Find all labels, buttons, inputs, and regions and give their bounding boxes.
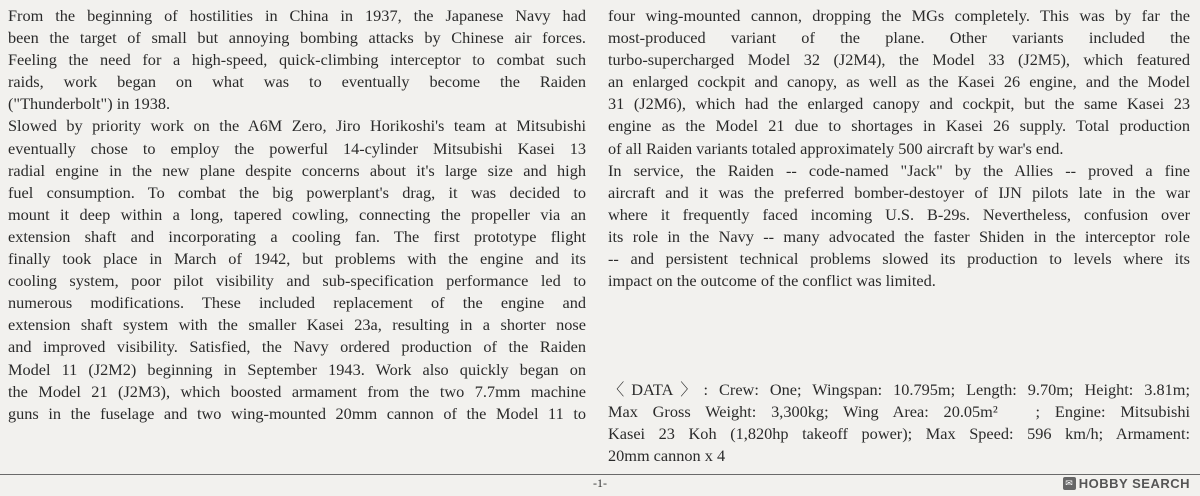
text-line: eventually chose to employ the powerful 14-cylinder Mitsubishi Kasei 13 xyxy=(8,138,586,158)
page-number: -1- xyxy=(593,476,607,490)
text-line: of all Raiden variants totaled approximately 500 aircraft by war's end. xyxy=(608,138,1064,158)
development-paragraph xyxy=(8,115,586,424)
text-line: an enlarged cockpit and canopy, as well as the Kasei 26 engine, and the Model xyxy=(608,72,1190,92)
variants-paragraph xyxy=(608,5,1190,160)
text-line: aircraft and it was the preferred bomber-destoyer of IJN pilots late in the war xyxy=(608,182,1190,202)
text-line: Model 11 (J2M2) beginning in September 1943. Work also quickly began on xyxy=(8,359,586,379)
spec-line: Kasei 23 Koh (1,820hp takeoff power); Max Speed: 596 km/h; Armament: xyxy=(608,424,1190,444)
text-line: From the beginning of hostilities in China in 1937, the Japanese Navy had xyxy=(8,6,586,25)
text-line: cooling system, poor pilot visibility and sub-specification performance led to xyxy=(8,271,586,291)
text-line: Feeling the need for a high-speed, quick-climbing interceptor to combat such xyxy=(8,50,586,70)
text-line: raids, work began on what was to eventually become the Raiden xyxy=(8,72,586,92)
text-line: mount it deep within a long, tapered cowling, connecting the propeller via an xyxy=(8,204,586,224)
text-line: In service, the Raiden -- code-named "Jack" by the Allies -- proved a fine xyxy=(608,160,1190,180)
text-line: 31 (J2M6), which had the enlarged canopy and cockpit, but the same Kasei 23 xyxy=(608,94,1190,114)
text-line: most-produced variant of the plane. Other variants included the xyxy=(608,28,1190,48)
watermark-logo xyxy=(1063,476,1190,491)
text-line: four wing-mounted cannon, dropping the MGs completely. This was by far the xyxy=(608,6,1190,25)
text-line: radial engine in the new plane despite concerns about it's large size and high xyxy=(8,160,586,180)
text-line: extension shaft and incorporating a cooling fan. The first prototype flight xyxy=(8,226,586,246)
hobby-search-icon: ✉ xyxy=(1063,477,1076,490)
text-line: guns in the fuselage and two wing-mounted 20mm cannon of the Model 11 to xyxy=(8,403,586,423)
right-text-column xyxy=(608,5,1190,292)
text-line: impact on the outcome of the conflict was limited. xyxy=(608,271,936,291)
intro-paragraph xyxy=(8,5,586,115)
spec-line: 〈DATA〉: Crew: One; Wingspan: 10.795m; Length: 9.70m; Height: 3.81m; xyxy=(608,380,1190,399)
text-line: numerous modifications. These included replacement of the engine and xyxy=(8,293,586,313)
watermark-text: HOBBY SEARCH xyxy=(1078,476,1190,491)
text-line: extension shaft system with the smaller Kasei 23a, resulting in a shorter nose xyxy=(8,315,586,335)
text-line: -- and persistent technical problems slowed its production to levels where its xyxy=(608,249,1190,269)
text-line: its role in the Navy -- many advocated the faster Shiden in the interceptor role xyxy=(608,226,1190,246)
text-line: where it frequently faced incoming U.S. B-29s. Nevertheless, confusion over xyxy=(608,204,1190,224)
specifications-block xyxy=(608,379,1190,467)
text-line: engine as the Model 21 due to shortages in Kasei 26 supply. Total production xyxy=(608,116,1190,136)
spec-line: 20mm cannon x 4 xyxy=(608,446,726,466)
footer-divider xyxy=(0,474,1200,475)
left-text-column xyxy=(8,5,586,425)
text-line: the Model 21 (J2M3), which boosted armament from the two 7.7mm machine xyxy=(8,381,586,401)
text-line: Slowed by priority work on the A6M Zero, Jiro Horikoshi's team at Mitsubishi xyxy=(8,116,586,136)
spec-line: Max Gross Weight: 3,300kg; Wing Area: 20.05m² ; Engine: Mitsubishi xyxy=(608,402,1190,422)
text-line: ("Thunderbolt") in 1938. xyxy=(8,94,171,114)
text-line: and improved visibility. Satisfied, the Navy ordered production of the Raiden xyxy=(8,337,586,357)
service-paragraph xyxy=(608,160,1190,293)
text-line: finally took place in March of 1942, but problems with the engine and its xyxy=(8,249,586,269)
text-line: turbo-supercharged Model 32 (J2M4), the Model 33 (J2M5), which featured xyxy=(608,50,1190,70)
text-line: been the target of small but annoying bombing attacks by Chinese air forces. xyxy=(8,28,586,48)
text-line: fuel consumption. To combat the big powerplant's drag, it was decided to xyxy=(8,182,586,202)
